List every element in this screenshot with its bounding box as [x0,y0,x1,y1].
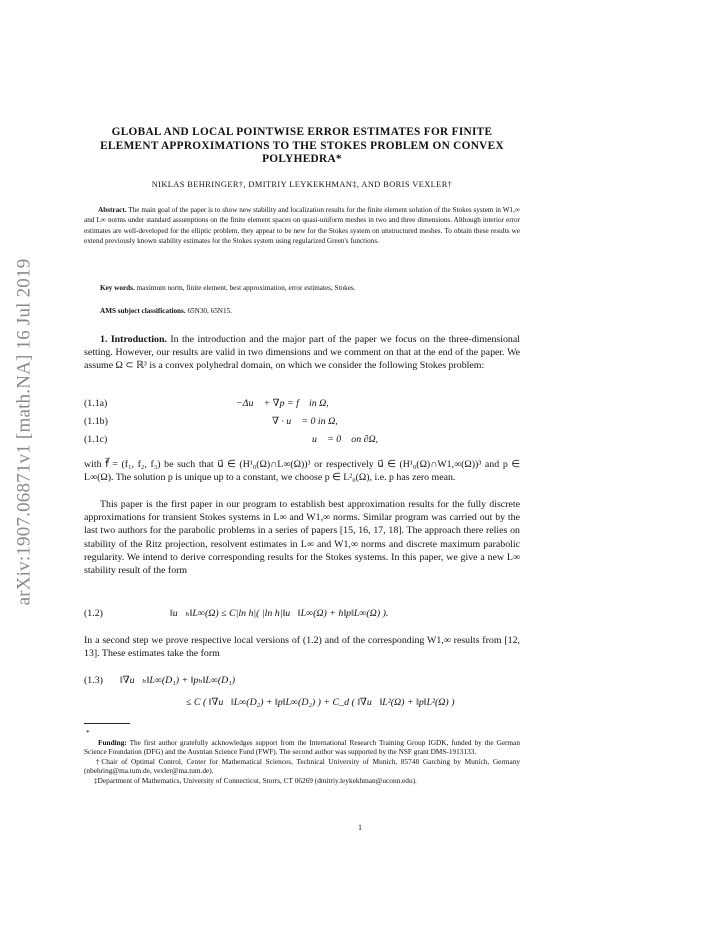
footnotes [84,728,520,786]
footnote-dagger-text: †Chair of Optimal Control, Center for Mathematical Sciences, Technical University of Munich, 85748 Garching by Munich, Germany (nbehring@ma.tum.de, vexler@ma.tum.de). [84,756,520,776]
ams-text: 65N30, 65N15. [187,307,232,315]
equation-row [84,398,520,412]
equation-label: (1.1c) [84,434,108,445]
paper-title: GLOBAL AND LOCAL POINTWISE ERROR ESTIMATES FOR FINITE ELEMENT APPROXIMATIONS TO THE STOKES PROBLEM ON CONVEX POLYHEDRA* [100,126,504,165]
keywords-text: maximum norm, finite element, best approximation, error estimates, Stokes. [136,284,356,292]
abstract-text: The main goal of the paper is to show new stability and localization results for the finite element solution of the Stokes system in W1,∞ and L∞ norms under standard assumptions on the finite element spaces on quasi-uniform meshes in two and three dimensions. Although interior error estimates are well-developed for the elliptic problem, they appear to be new for the Stokes system on unstructured meshes. To obtain these results we extend previously known stability estimates for the Stokes system using regularized Green's functions. [84,206,521,245]
arxiv-identifier: arXiv:1907.06871v1 [math.NA] 16 Jul 2019 [13,258,34,606]
section-heading: 1. Introduction. [100,334,167,345]
equation-label: (1.3) [84,675,103,686]
intro-paragraph-1-text: In the introduction and the major part of the paper we focus on the three-dimensional setting. However, our results are valid in two dimensions and we comment on that at the end of the paper. We assume Ω ⊂ ℝ³ is a convex polyhedral domain, on which we consider the following Stokes problem: [84,334,520,372]
intro-paragraph-3-text: This paper is the first paper in our program to establish best approximation results for the fully discrete approximations for transient Stokes systems in L∞ and W1,∞ norms. Similar program was carried out by the last two authors for the parabolic problems in a series of papers [15, 16, 17, 18]. The approach there relies on stability of the Ritz projection, resolvent estimates in L∞ and W1,∞ norms and discrete maximum parabolic regularity. We intend to derive corresponding results for the Stokes systems. In this paper, we give a new L∞ stability result of the form [84,499,520,577]
equation-label: (1.1a) [84,398,108,409]
footnote-star: * [86,728,90,737]
footnote-funding [84,738,520,757]
equation-row [84,416,520,430]
footnote-ddagger [84,776,520,786]
footnote-ddagger-text: ‡Department of Mathematics, University of Connecticut, Storrs, CT 06269 (dmitriy.leykekhman@uconn.edu). [94,775,417,785]
intro-paragraph-4-text: In a second step we prove respective local versions of (1.2) and of the corresponding W1,∞ results from [12, 13]. These estimates take the form [84,635,520,660]
funding-label: Funding: [98,737,127,747]
intro-paragraph-1 [84,333,520,373]
funding-text: The first author gratefully acknowledges support from the International Research Training Group IGDK, funded by the German Science Foundation (DFG) and the Austrian Science Fund (FWF). The second author was supported by the NSF grant DMS-1913133. [84,737,520,757]
intro-paragraph-2 [84,458,520,484]
author-list: NIKLAS BEHRINGER†, DMITRIY LEYKEKHMAN‡, AND BORIS VEXLER† [151,180,453,189]
footnote-dagger [84,757,520,776]
equation-body: u⃗ = 0⃗ on ∂Ω, [312,434,379,445]
page-number: 1 [358,823,362,832]
ams-classifications [100,307,520,315]
keywords [100,284,520,292]
equation-label: (1.2) [84,608,103,619]
ams-label: AMS subject classifications. [100,307,186,315]
equation-body: ≤ C ( ‖∇u⃗‖L∞(D₂) + ‖p‖L∞(D₂) ) + C_d ( ‖∇u⃗‖L²(Ω) + ‖p‖L²(Ω) ) [186,697,455,708]
intro-paragraph-3 [84,498,520,577]
equation-row [84,608,520,622]
abstract [84,205,520,246]
equation-body: ‖∇u⃗ₕ‖L∞(D₁) + ‖pₕ‖L∞(D₁) [120,675,236,686]
arxiv-identifier-stamp [4,212,44,652]
equation-row [84,697,520,711]
intro-paragraph-2-text: with f⃗ = (f₁, f₂, f₃) be such that u⃗ ∈ (H¹₀(Ω)∩L∞(Ω))³ or respectively u⃗ ∈ (H¹₀(Ω)∩W1,∞(Ω))³ and p ∈ L∞(Ω). The solution p is unique up to a constant, we choose p ∈ L²₀(Ω), i.e. p has zero mean. [84,459,520,484]
equation-body: ∇ · u⃗ = 0 in Ω, [272,416,338,427]
footnote-rule [84,723,130,724]
equation-body: ‖u⃗ₕ‖L∞(Ω) ≤ C|ln h|( |ln h|‖u⃗‖L∞(Ω) + h‖p‖L∞(Ω) ). [170,608,389,619]
equation-row [84,675,520,689]
intro-paragraph-4 [84,634,520,660]
keywords-label: Key words. [100,284,135,292]
abstract-label: Abstract. [98,206,127,214]
equation-body: −Δu⃗ + ∇p = f⃗ in Ω, [236,398,329,409]
equation-label: (1.1b) [84,416,108,427]
equation-row [84,434,520,448]
